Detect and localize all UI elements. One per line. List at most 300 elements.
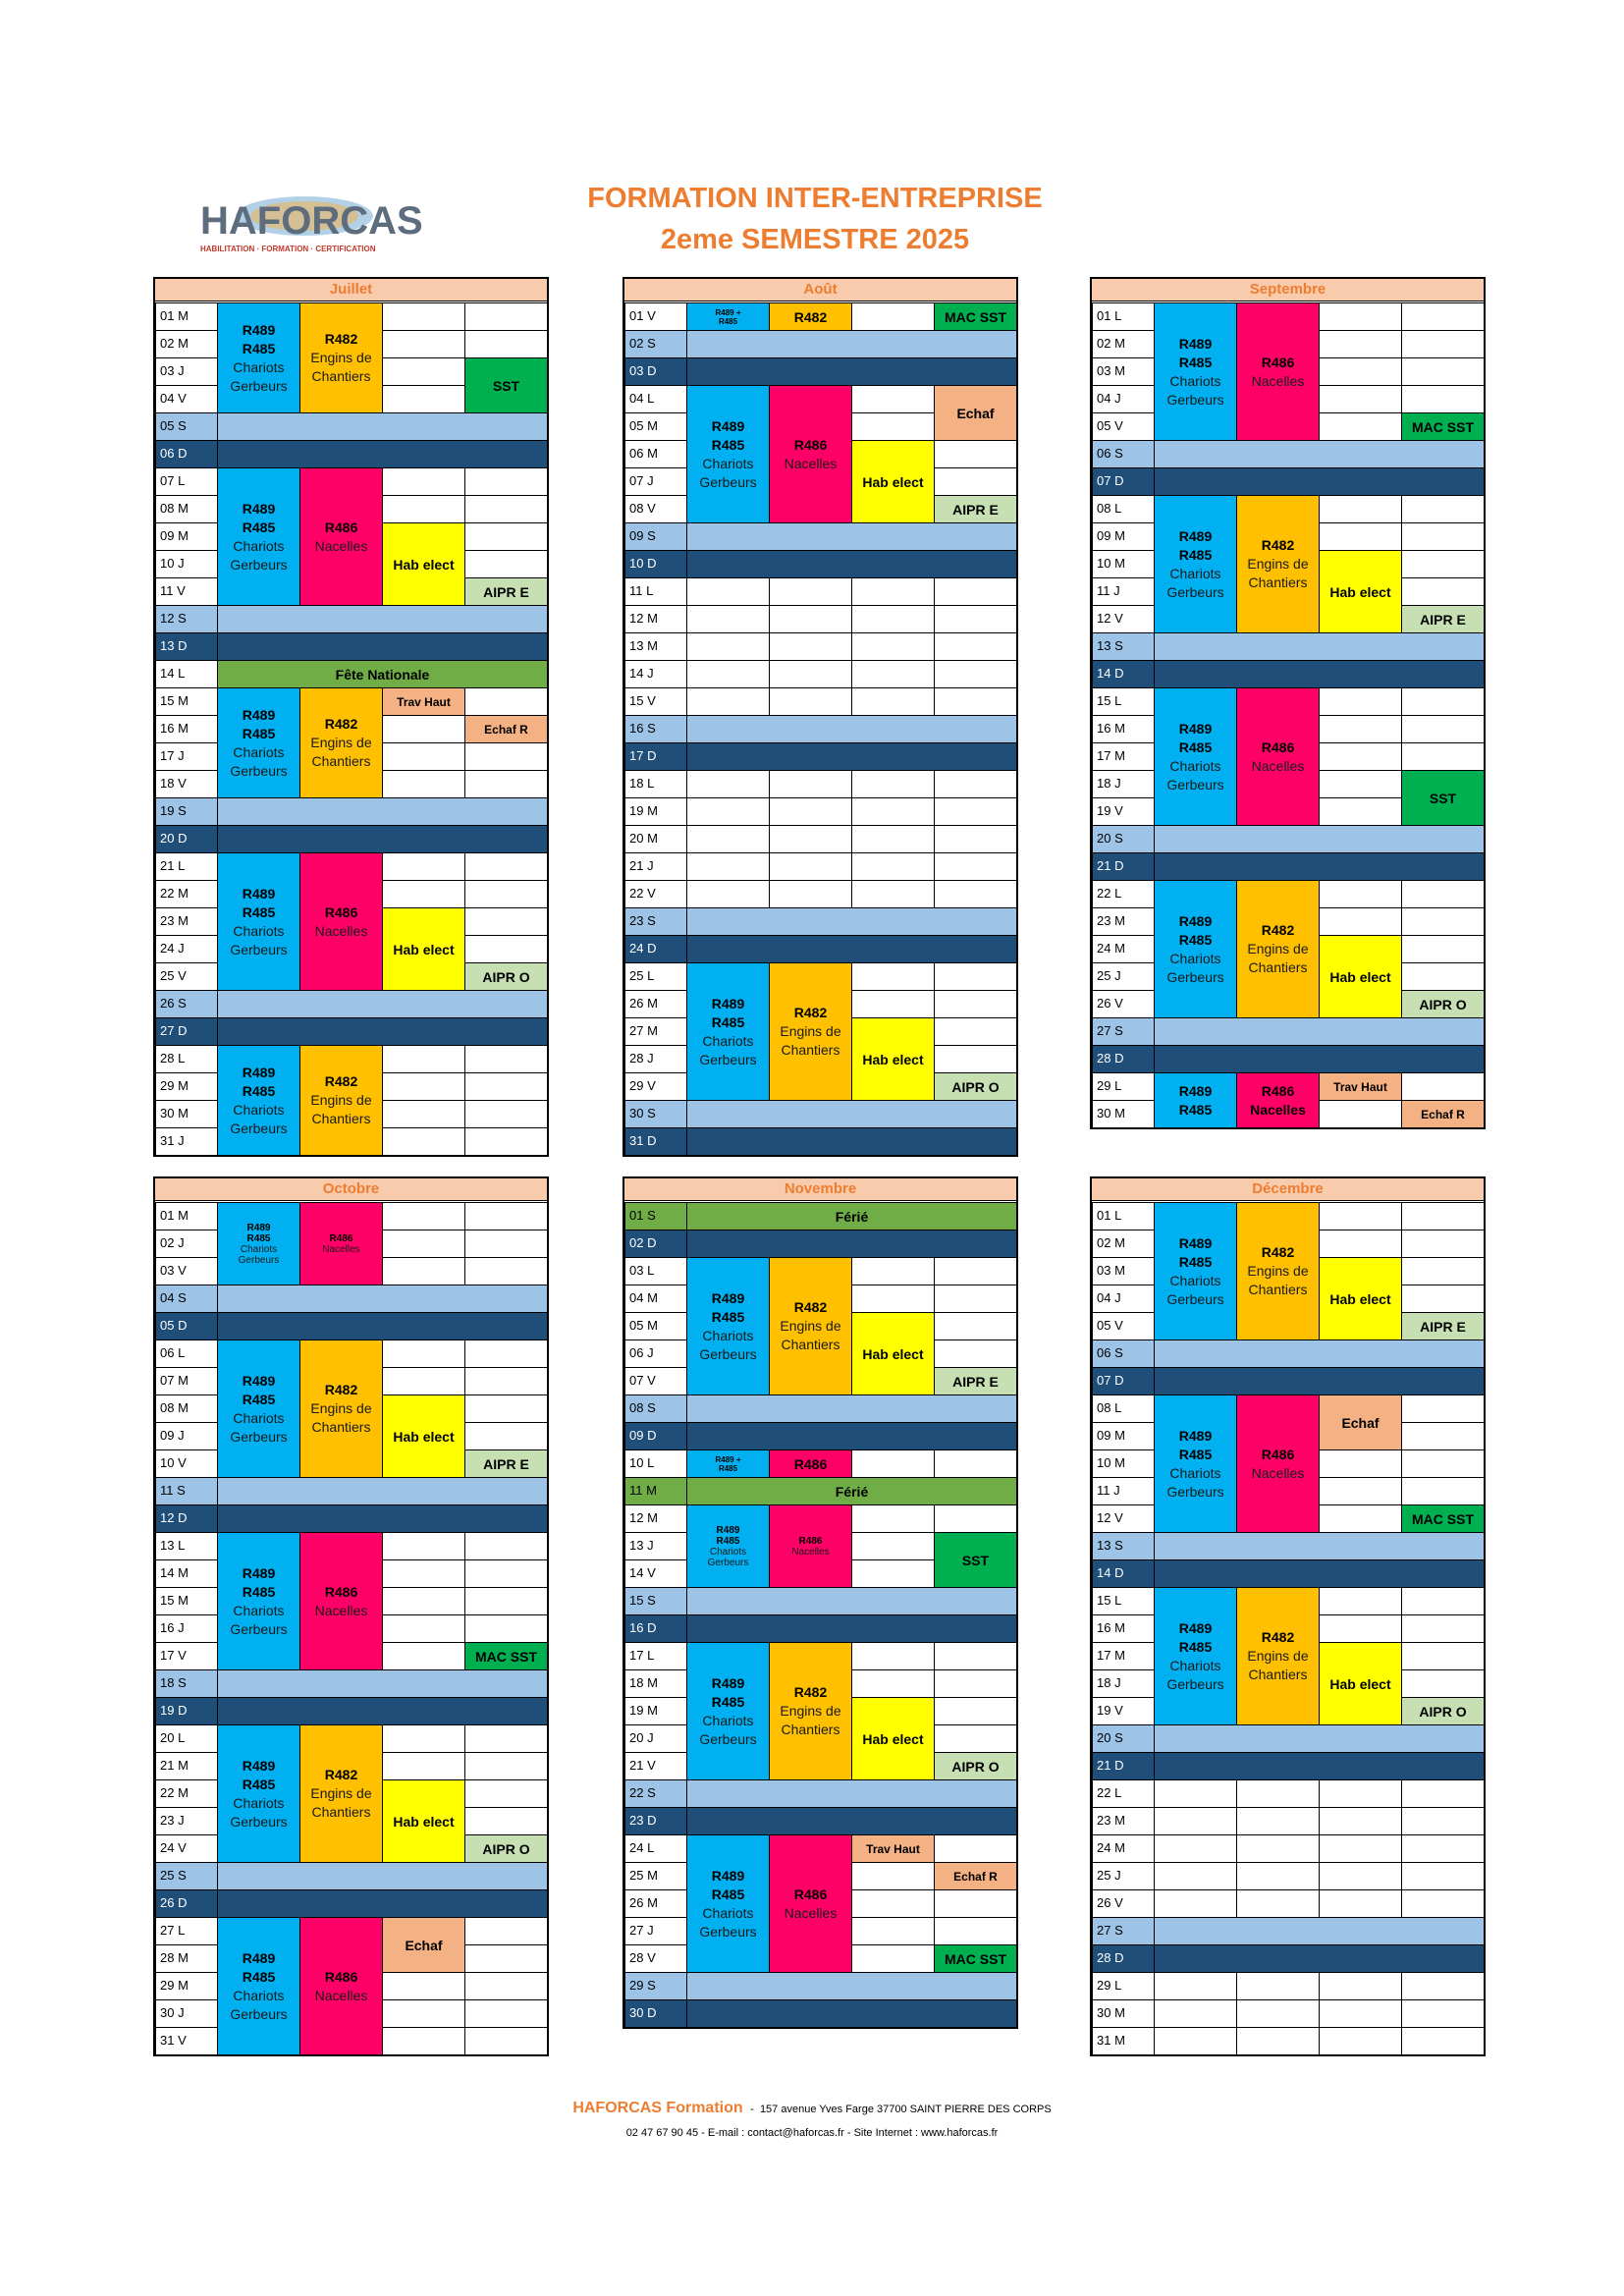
- empty-cell: [464, 1614, 548, 1643]
- day-label: 02 D: [624, 1230, 687, 1258]
- empty-cell: [1401, 962, 1485, 991]
- session-line: R482: [324, 331, 358, 347]
- session-sst: [934, 1532, 1017, 1588]
- empty-cell: [464, 1100, 548, 1128]
- session-line: R485: [711, 1308, 745, 1325]
- day-label: 15 M: [155, 1587, 218, 1615]
- session-aipr-o: [1401, 1697, 1485, 1725]
- empty-cell: [934, 797, 1017, 826]
- session-line: Engins de: [310, 350, 372, 365]
- session-line: R485: [1178, 1101, 1213, 1118]
- session-label: Hab elect: [393, 1813, 455, 1830]
- empty-cell: [464, 1422, 548, 1450]
- session-line: R486: [1261, 1446, 1295, 1462]
- footer-brand: HAFORCAS Formation: [572, 2100, 743, 2116]
- session-line: Chariots: [709, 1546, 747, 1558]
- session-line: Chariots: [1169, 950, 1221, 966]
- empty-cell: [851, 385, 935, 413]
- day-label: 08 V: [624, 495, 687, 523]
- day-label: 01 L: [1092, 1202, 1155, 1230]
- session-r489: [1154, 1394, 1237, 1533]
- session-line: Nacelles: [1251, 372, 1305, 389]
- session-line: R486: [324, 1583, 358, 1600]
- session-r486: [299, 467, 383, 606]
- session-line: Engins de: [310, 1400, 372, 1416]
- session-line: Nacelles: [1250, 1101, 1306, 1118]
- session-line: R489: [1178, 720, 1213, 737]
- session-r489: [217, 1339, 300, 1478]
- session-aipr-e: [464, 1449, 548, 1478]
- day-label: 23 S: [624, 907, 687, 936]
- empty-cell: [769, 880, 852, 908]
- session-echaf: [934, 385, 1017, 441]
- empty-cell: [382, 742, 465, 771]
- day-label: 10 J: [155, 550, 218, 578]
- day-label: 21 M: [155, 1752, 218, 1780]
- saturday-row: [686, 1972, 1017, 2000]
- day-label: 19 V: [1092, 797, 1155, 826]
- day-label: 09 M: [1092, 1422, 1155, 1450]
- day-label: 10 L: [624, 1449, 687, 1478]
- session-hab-elect: [382, 907, 465, 991]
- empty-cell: [382, 1559, 465, 1588]
- session-r486: [1236, 1394, 1320, 1533]
- day-label: 07 D: [1092, 1367, 1155, 1395]
- empty-cell: [851, 577, 935, 606]
- sunday-row: [686, 935, 1017, 963]
- session-line: R485: [711, 1886, 745, 1902]
- day-label: 31 D: [624, 1127, 687, 1156]
- empty-cell: [1401, 880, 1485, 908]
- empty-cell: [851, 1917, 935, 1945]
- empty-cell: [934, 1669, 1017, 1698]
- day-label: 21 D: [1092, 852, 1155, 881]
- session-line: Gerbeurs: [1166, 1290, 1224, 1307]
- day-label: 13 D: [155, 632, 218, 661]
- session-label: Trav Haut: [397, 694, 451, 709]
- session-sst: [1401, 770, 1485, 826]
- session-line: Chariots: [702, 1904, 754, 1921]
- empty-cell: [851, 1669, 935, 1698]
- session-r486: [1236, 1072, 1320, 1128]
- day-label: 05 M: [624, 1312, 687, 1340]
- session-mac-sst: [464, 1642, 548, 1670]
- empty-cell: [1401, 1807, 1485, 1835]
- session-f-te-nationale: [217, 660, 548, 688]
- session-line: Chariots: [233, 1101, 285, 1118]
- session-r489: [686, 1449, 770, 1478]
- session-line: Chariots: [233, 358, 285, 375]
- day-label: 13 S: [1092, 1532, 1155, 1560]
- session-r482: [1236, 495, 1320, 633]
- session-label: Echaf R: [953, 1869, 998, 1884]
- empty-cell: [1401, 577, 1485, 606]
- empty-cell: [464, 687, 548, 716]
- empty-cell: [464, 1367, 548, 1395]
- empty-cell: [851, 880, 935, 908]
- day-label: 24 M: [1092, 1834, 1155, 1863]
- session-label: SST: [961, 1552, 990, 1568]
- session-hab-elect: [382, 1394, 465, 1478]
- session-label: AIPR O: [482, 968, 530, 985]
- session-line: R482: [1261, 1244, 1295, 1260]
- day-label: 10 D: [624, 550, 687, 578]
- day-label: 16 M: [1092, 1614, 1155, 1643]
- session-line: Gerbeurs: [707, 1557, 749, 1568]
- empty-cell: [934, 1017, 1017, 1046]
- empty-cell: [382, 715, 465, 743]
- sunday-row: [1154, 1559, 1485, 1588]
- empty-cell: [382, 1614, 465, 1643]
- day-label: 22 S: [624, 1779, 687, 1808]
- session-line: Chantiers: [311, 753, 371, 769]
- session-label: AIPR O: [1419, 996, 1467, 1012]
- session-line: R489: [1178, 1427, 1213, 1444]
- day-label: 01 M: [155, 1202, 218, 1230]
- session-r489: [686, 385, 770, 523]
- empty-cell: [382, 1100, 465, 1128]
- month-header: Octobre: [155, 1178, 547, 1201]
- session-line: R485: [718, 1463, 738, 1473]
- session-line: R485: [242, 1968, 276, 1985]
- session-hab-elect: [851, 1312, 935, 1395]
- empty-cell: [1319, 1807, 1402, 1835]
- session-r486: [769, 1504, 852, 1588]
- day-label: 17 M: [1092, 1642, 1155, 1670]
- day-label: 27 S: [1092, 1917, 1155, 1945]
- empty-cell: [851, 1285, 935, 1313]
- session-r489: [686, 1257, 770, 1395]
- session-line: Gerbeurs: [230, 556, 288, 573]
- empty-cell: [934, 632, 1017, 661]
- saturday-row: [686, 522, 1017, 551]
- empty-cell: [1319, 1889, 1402, 1918]
- empty-cell: [1319, 687, 1402, 716]
- empty-cell: [851, 660, 935, 688]
- empty-cell: [1319, 1504, 1402, 1533]
- empty-cell: [464, 852, 548, 881]
- session-line: Gerbeurs: [230, 1120, 288, 1136]
- session-label: Echaf R: [484, 722, 528, 737]
- session-aipr-e: [934, 1367, 1017, 1395]
- session-label: Hab elect: [1329, 1675, 1391, 1692]
- empty-cell: [1401, 687, 1485, 716]
- empty-cell: [1319, 357, 1402, 386]
- empty-cell: [1401, 1999, 1485, 2028]
- session-line: R489: [1178, 1234, 1213, 1251]
- session-line: Chariots: [702, 1032, 754, 1049]
- empty-cell: [464, 1999, 548, 2028]
- session-hab-elect: [1319, 1257, 1402, 1340]
- saturday-row: [217, 605, 548, 633]
- session-line: Chariots: [233, 743, 285, 760]
- empty-cell: [934, 962, 1017, 991]
- day-label: 05 M: [624, 412, 687, 441]
- empty-cell: [934, 440, 1017, 468]
- empty-cell: [1319, 1100, 1402, 1128]
- empty-cell: [934, 1889, 1017, 1918]
- day-label: 02 M: [1092, 330, 1155, 358]
- session-line: R482: [1261, 1629, 1295, 1645]
- session-line: Nacelles: [784, 455, 838, 471]
- empty-cell: [769, 797, 852, 826]
- session-hab-elect: [382, 522, 465, 606]
- session-line: Chantiers: [781, 1722, 840, 1737]
- empty-cell: [1236, 1807, 1320, 1835]
- empty-cell: [382, 1072, 465, 1101]
- session-mac-sst: [1401, 1504, 1485, 1533]
- day-label: 12 V: [1092, 605, 1155, 633]
- empty-cell: [1319, 1449, 1402, 1478]
- day-label: 04 J: [1092, 385, 1155, 413]
- day-label: 04 M: [624, 1285, 687, 1313]
- day-label: 02 M: [1092, 1230, 1155, 1258]
- session-line: R485: [1178, 738, 1213, 755]
- session-line: R489: [242, 1949, 276, 1966]
- session-line: Gerbeurs: [1166, 776, 1224, 793]
- empty-cell: [464, 907, 548, 936]
- empty-cell: [1236, 1834, 1320, 1863]
- session-line: R485: [1178, 1638, 1213, 1655]
- session-line: R489: [242, 1064, 276, 1080]
- day-label: 02 J: [155, 1230, 218, 1258]
- session-line: Chariots: [233, 1602, 285, 1618]
- day-label: 06 S: [1092, 1339, 1155, 1368]
- empty-cell: [464, 1587, 548, 1615]
- empty-cell: [851, 1889, 935, 1918]
- session-r489: [1154, 687, 1237, 826]
- sunday-row: [1154, 1367, 1485, 1395]
- session-echaf: [1319, 1394, 1402, 1450]
- empty-cell: [464, 522, 548, 551]
- session-r486: [299, 1532, 383, 1670]
- empty-cell: [464, 1779, 548, 1808]
- session-label: Trav Haut: [1333, 1079, 1387, 1094]
- session-aipr-e: [1401, 1312, 1485, 1340]
- day-label: 24 M: [1092, 935, 1155, 963]
- day-label: 05 V: [1092, 1312, 1155, 1340]
- day-label: 10 M: [1092, 1449, 1155, 1478]
- empty-cell: [1319, 1614, 1402, 1643]
- session-line: R489: [242, 500, 276, 517]
- empty-cell: [934, 1339, 1017, 1368]
- session-line: Chariots: [1169, 757, 1221, 774]
- saturday-row: [1154, 1532, 1485, 1560]
- empty-cell: [464, 1752, 548, 1780]
- session-r482: [1236, 880, 1320, 1018]
- day-label: 02 S: [624, 330, 687, 358]
- session-line: Gerbeurs: [1166, 583, 1224, 600]
- session-line: Engins de: [780, 1318, 841, 1334]
- session-line: Gerbeurs: [230, 762, 288, 779]
- day-label: 25 L: [624, 962, 687, 991]
- session-r486: [1236, 302, 1320, 441]
- saturday-row: [686, 907, 1017, 936]
- session-line: R489: [711, 1867, 745, 1884]
- session-label: Echaf R: [1421, 1107, 1465, 1121]
- session-r486: [1236, 687, 1320, 826]
- day-label: 30 J: [155, 1999, 218, 2028]
- day-label: 05 S: [155, 412, 218, 441]
- session-hab-elect: [1319, 1642, 1402, 1725]
- session-line: R486: [1261, 354, 1295, 370]
- sunday-row: [217, 1697, 548, 1725]
- empty-cell: [1401, 1889, 1485, 1918]
- day-label: 12 M: [624, 605, 687, 633]
- empty-cell: [1319, 302, 1402, 331]
- session-r489: [217, 852, 300, 991]
- empty-cell: [464, 2027, 548, 2055]
- empty-cell: [934, 687, 1017, 716]
- session-line: R486: [324, 1968, 358, 1985]
- session-label: Hab elect: [393, 1428, 455, 1445]
- empty-cell: [851, 605, 935, 633]
- day-label: 25 S: [155, 1862, 218, 1890]
- session-aipr-e: [1401, 605, 1485, 633]
- session-label: Hab elect: [862, 1345, 924, 1362]
- session-label: R482: [793, 308, 828, 325]
- day-label: 17 D: [624, 742, 687, 771]
- day-label: 09 D: [624, 1422, 687, 1450]
- empty-cell: [1154, 1972, 1237, 2000]
- page-title: FORMATION INTER-ENTREPRISE: [587, 183, 1043, 214]
- day-label: 03 V: [155, 1257, 218, 1285]
- day-label: 25 J: [1092, 1862, 1155, 1890]
- empty-cell: [382, 1642, 465, 1670]
- session-r486: [299, 852, 383, 991]
- sunday-row: [686, 1807, 1017, 1835]
- sunday-row: [686, 1422, 1017, 1450]
- session-r489: [217, 467, 300, 606]
- day-label: 23 D: [624, 1807, 687, 1835]
- session-line: R482: [793, 1299, 828, 1315]
- saturday-row: [686, 1394, 1017, 1423]
- empty-cell: [1319, 1587, 1402, 1615]
- session-line: R482: [793, 1684, 828, 1700]
- empty-cell: [851, 990, 935, 1018]
- empty-cell: [934, 880, 1017, 908]
- empty-cell: [934, 660, 1017, 688]
- session-r482: [1236, 1587, 1320, 1725]
- session-line: R489: [242, 321, 276, 338]
- day-label: 18 S: [155, 1669, 218, 1698]
- session-r489: [686, 962, 770, 1101]
- session-line: R485: [1178, 546, 1213, 563]
- empty-cell: [1154, 1999, 1237, 2028]
- session-label: MAC SST: [1412, 418, 1474, 435]
- session-line: R486: [329, 1232, 353, 1244]
- empty-cell: [934, 1449, 1017, 1478]
- empty-cell: [382, 330, 465, 358]
- empty-cell: [464, 1917, 548, 1945]
- day-label: 23 J: [155, 1807, 218, 1835]
- empty-cell: [934, 1312, 1017, 1340]
- session-label: AIPR E: [1420, 611, 1466, 628]
- month-5-table: [623, 1176, 1018, 2029]
- session-aipr-e: [464, 577, 548, 606]
- session-line: Chantiers: [311, 1111, 371, 1126]
- empty-cell: [464, 1339, 548, 1368]
- day-label: 09 M: [155, 522, 218, 551]
- session-label: AIPR O: [482, 1840, 530, 1857]
- session-line: Nacelles: [314, 922, 368, 939]
- session-line: R482: [1261, 537, 1295, 553]
- session-label: Hab elect: [393, 556, 455, 573]
- day-label: 29 M: [155, 1072, 218, 1101]
- session-line: Chantiers: [1248, 1667, 1308, 1682]
- session-trav-haut: [851, 1834, 935, 1863]
- day-label: 08 L: [1092, 1394, 1155, 1423]
- empty-cell: [686, 632, 770, 661]
- day-label: 03 L: [624, 1257, 687, 1285]
- session-label: Echaf: [956, 405, 995, 421]
- session-label: AIPR O: [951, 1078, 1000, 1095]
- session-line: Gerbeurs: [230, 1428, 288, 1445]
- sunday-row: [217, 440, 548, 468]
- session-line: R485: [716, 1535, 740, 1547]
- session-line: Nacelles: [1251, 1464, 1305, 1481]
- saturday-row: [1154, 1724, 1485, 1753]
- day-label: 24 D: [624, 935, 687, 963]
- sunday-row: [686, 1230, 1017, 1258]
- day-label: 08 S: [624, 1394, 687, 1423]
- day-label: 26 M: [624, 1889, 687, 1918]
- day-label: 28 V: [624, 1944, 687, 1973]
- session-echaf-r: [1401, 1100, 1485, 1128]
- day-label: 04 J: [1092, 1285, 1155, 1313]
- session-mac-sst: [934, 1944, 1017, 1973]
- session-line: R486: [1261, 738, 1295, 755]
- day-label: 11 L: [624, 577, 687, 606]
- session-r486: [769, 1449, 852, 1478]
- empty-cell: [1319, 742, 1402, 771]
- session-line: R489: [242, 1757, 276, 1774]
- day-label: 13 J: [624, 1532, 687, 1560]
- saturday-row: [1154, 1017, 1485, 1046]
- session-line: Gerbeurs: [699, 1730, 757, 1747]
- empty-cell: [1154, 2027, 1237, 2055]
- day-label: 26 D: [155, 1889, 218, 1918]
- session-line: R482: [324, 1767, 358, 1782]
- day-label: 15 L: [1092, 687, 1155, 716]
- session-label: Hab elect: [1329, 583, 1391, 600]
- day-label: 29 L: [1092, 1972, 1155, 2000]
- empty-cell: [686, 770, 770, 798]
- session-r482: [299, 1045, 383, 1156]
- day-label: 01 M: [155, 302, 218, 331]
- empty-cell: [1401, 742, 1485, 771]
- empty-cell: [686, 687, 770, 716]
- day-label: 10 M: [1092, 550, 1155, 578]
- day-label: 26 S: [155, 990, 218, 1018]
- day-label: 09 S: [624, 522, 687, 551]
- session-line: Gerbeurs: [230, 377, 288, 394]
- empty-cell: [934, 577, 1017, 606]
- day-label: 13 S: [1092, 632, 1155, 661]
- empty-cell: [382, 357, 465, 386]
- empty-cell: [851, 1642, 935, 1670]
- day-label: 01 V: [624, 302, 687, 331]
- empty-cell: [382, 2027, 465, 2055]
- session-line: Chariots: [702, 1712, 754, 1728]
- empty-cell: [769, 852, 852, 881]
- session-line: R489: [242, 706, 276, 723]
- empty-cell: [464, 1127, 548, 1156]
- sunday-row: [1154, 852, 1485, 881]
- empty-cell: [464, 1532, 548, 1560]
- empty-cell: [686, 825, 770, 853]
- saturday-row: [217, 1669, 548, 1698]
